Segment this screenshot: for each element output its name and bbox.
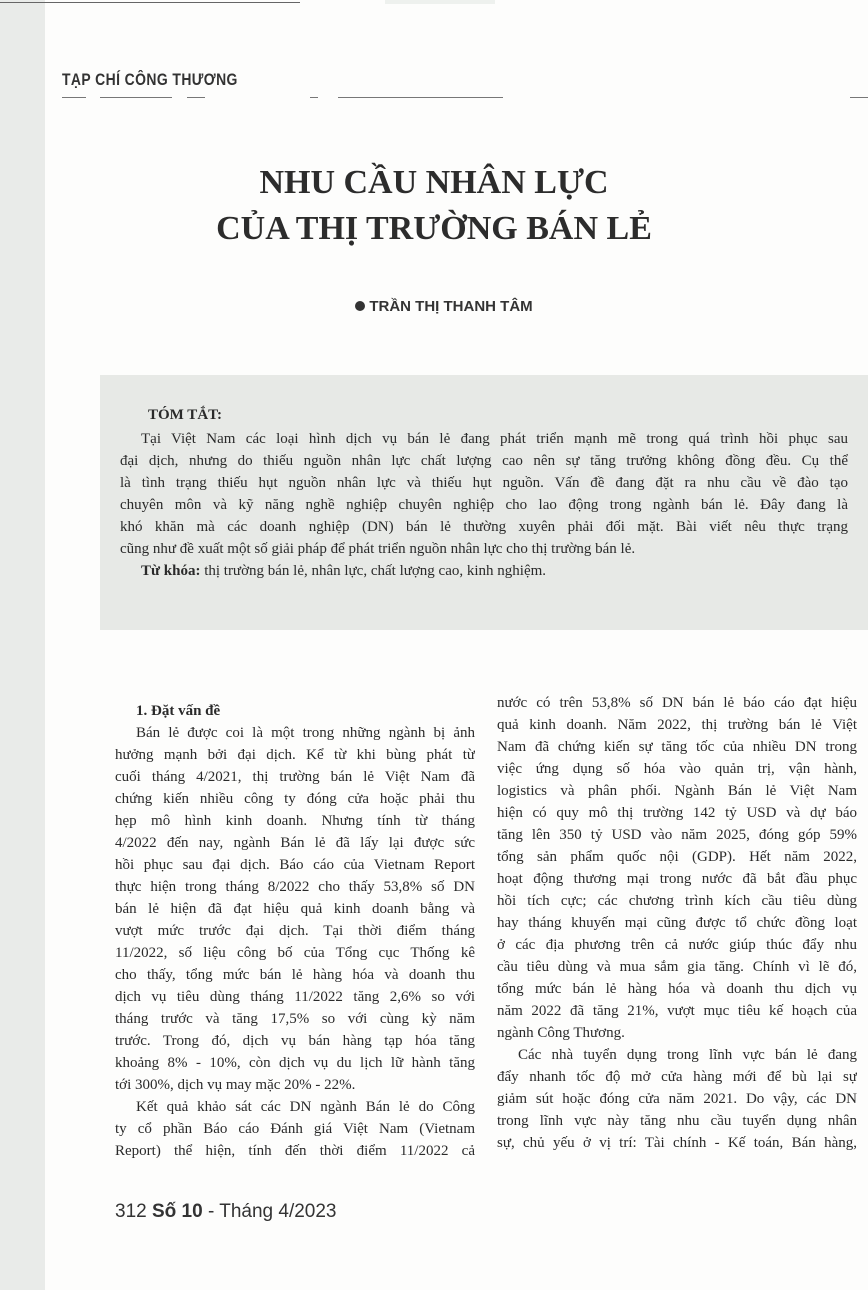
body-line: thực hiện trong tháng 8/2022 cho thấy 53,8% số DN [115, 879, 475, 895]
header-rule [310, 97, 318, 98]
body-line: giảm sút hoặc đóng cửa năm 2021. Do vậy, các DN [497, 1091, 857, 1107]
body-line: tăng lên 350 tỷ USD vào năm 2025, đóng góp 59% [497, 827, 857, 843]
issue-number: Số 10 [151, 1201, 203, 1222]
body-line: tới 300%, dịch vụ may mặc 20% - 22%. [115, 1077, 356, 1093]
header-rule [338, 97, 503, 98]
abstract-line: chuyên môn và kỹ năng nghề nghiệp chuyên nghiệp cho lao động trong ngành bán lẻ. Đây đang là [120, 497, 848, 513]
abstract-line: là tình trạng thiếu hụt nguồn nhân lực và thiếu hụt nguồn. Vấn đề đang đặt ra nhu cầu về đào tạo [120, 475, 848, 491]
body-line: Các nhà tuyển dụng trong lĩnh vực bán lẻ đang [518, 1047, 857, 1063]
keywords-label: Từ khóa: [141, 563, 201, 579]
body-line: Kết quả khảo sát các DN ngành Bán lẻ do Công [136, 1099, 475, 1115]
body-line: chứng kiến nhiều công ty đóng cửa hoặc phải thu [115, 791, 475, 807]
left-column [115, 700, 475, 1162]
abstract-line: cũng như đề xuất một số giải pháp để phát triển nguồn nhân lực cho thị trường bán lẻ. [120, 541, 636, 557]
body-line: tổng sản phẩm quốc nội (GDP). Hết năm 2022, [497, 849, 857, 865]
body-line: hồi phục sau đại dịch. Báo cáo của Vietnam Report [115, 857, 475, 873]
body-line: cuối tháng 4/2021, thị trường bán lẻ Việt Nam đã [115, 769, 475, 785]
header-rule [100, 97, 172, 98]
body-line: Report) thể hiện, tính đến thời điểm 11/2022 cả [115, 1143, 475, 1159]
body-line: năm 2022 đã tăng 21%, vượt mục tiêu kế hoạch của [497, 1003, 857, 1019]
body-line: Bán lẻ được coi là một trong những ngành bị ảnh [136, 725, 475, 741]
body-line: ngành Công Thương. [497, 1025, 625, 1041]
body-line: đẩy nhanh tốc độ mở cửa hàng mới để bù lại sự [497, 1069, 857, 1085]
author-name: TRẦN THỊ THANH TÂM [369, 298, 533, 315]
top-shade [385, 0, 495, 4]
top-rule [0, 2, 300, 3]
abstract-body [120, 428, 848, 582]
body-line: hay tháng khuyến mại cũng được tổ chức đồng loạt [497, 915, 857, 931]
body-line: Nam đã chứng kiến sự tăng tốc của nhiều DN trong [497, 739, 857, 755]
body-line: nước có trên 53,8% số DN bán lẻ báo cáo đạt hiệu [497, 695, 857, 711]
body-line: hưởng mạnh bởi đại dịch. Kể từ khi bùng phát từ [115, 747, 475, 763]
page-footer [115, 1201, 337, 1223]
right-column [497, 692, 857, 1154]
keywords [120, 560, 848, 582]
body-line: hiện có quy mô thị trường 142 tỷ USD và dự báo [497, 805, 857, 821]
body-line: bán lẻ hiện đã đạt hiệu quả kinh doanh bằng và [115, 901, 475, 917]
body-line: quả kinh doanh. Năm 2022, thị trường bán lẻ Việt [497, 717, 857, 733]
abstract-line: Tại Việt Nam các loại hình dịch vụ bán lẻ đang phát triển mạnh mẽ trong quá trình hồi phục sau [141, 431, 848, 447]
page-number: 312 [115, 1201, 147, 1222]
issue-date: - Tháng 4/2023 [202, 1201, 337, 1222]
body-line: logistics và phân phối. Ngành Bán lẻ Việt Nam [497, 783, 857, 799]
body-line: việc ứng dụng số hóa vào quản trị, vận hành, [497, 761, 857, 777]
keywords-text: thị trường bán lẻ, nhân lực, chất lượng cao, kinh nghiệm. [200, 563, 547, 579]
body-line: hẹp mô hình kinh doanh. Nhưng tính từ tháng [115, 813, 475, 829]
body-line: dịch vụ tiêu dùng tháng 11/2022 tăng 2,6% so với [115, 989, 475, 1005]
abstract-heading: TÓM TẮT: [148, 407, 223, 423]
body-line: trong lĩnh vực này tăng nhu cầu tuyển dụng nhân [497, 1113, 857, 1129]
body-line: trước. Trong đó, dịch vụ bán hàng tạp hóa tăng [115, 1033, 475, 1049]
body-line: sự, chủ yếu ở vị trí: Tài chính - Kế toán, Bán hàng, [497, 1135, 857, 1151]
body-line: tháng trước và tăng 17,5% so với cùng kỳ năm [115, 1011, 475, 1027]
body-line: khoảng 8% - 10%, còn dịch vụ du lịch lữ hành tăng [115, 1055, 475, 1071]
title-line: CỦA THỊ TRƯỜNG BÁN LẺ [216, 210, 652, 247]
body-line: ty cổ phần Báo cáo Đánh giá Việt Nam (Vietnam [115, 1121, 475, 1137]
header-rule [187, 97, 205, 98]
article-title [0, 160, 868, 252]
section-heading: 1. Đặt vấn đề [136, 703, 221, 719]
abstract-line: khó khăn mà các doanh nghiệp (DN) bán lẻ thường xuyên phải đối mặt. Bài viết nêu thực trạng [120, 519, 848, 535]
body-line: ở các địa phương trên cả nước giúp thúc đẩy nhu [497, 937, 857, 953]
body-line: 4/2022 đến nay, ngành Bán lẻ đã lấy lại được sức [115, 835, 475, 851]
body-line: hồi tích cực; các chương trình kích cầu tiêu dùng [497, 893, 857, 909]
bullet-icon [355, 301, 365, 311]
body-line: hoạt động thương mại trong nước đã bắt đầu phục [497, 871, 857, 887]
body-line: vượt mức trước đại dịch. Tại thời điểm tháng [115, 923, 475, 939]
body-line: cầu tiêu dùng và mua sắm gia tăng. Chính vì lẽ đó, [497, 959, 857, 975]
title-line: NHU CẦU NHÂN LỰC [259, 164, 609, 201]
header-rule [850, 97, 868, 98]
body-line: 11/2022, số liệu công bố của Tổng cục Thống kê [115, 945, 475, 961]
author [0, 298, 868, 315]
abstract-line: đại dịch, nhưng do thiếu nguồn nhân lực chất lượng cao nên sự tăng trưởng không đồng đều. Cụ thể [120, 453, 848, 469]
header-rule [62, 97, 86, 98]
journal-name: TẠP CHÍ CÔNG THƯƠNG [62, 70, 238, 89]
body-line: cho thấy, tổng mức bán lẻ hàng hóa và doanh thu [115, 967, 475, 983]
body-line: tổng mức bán lẻ hàng hóa và doanh thu dịch vụ [497, 981, 857, 997]
